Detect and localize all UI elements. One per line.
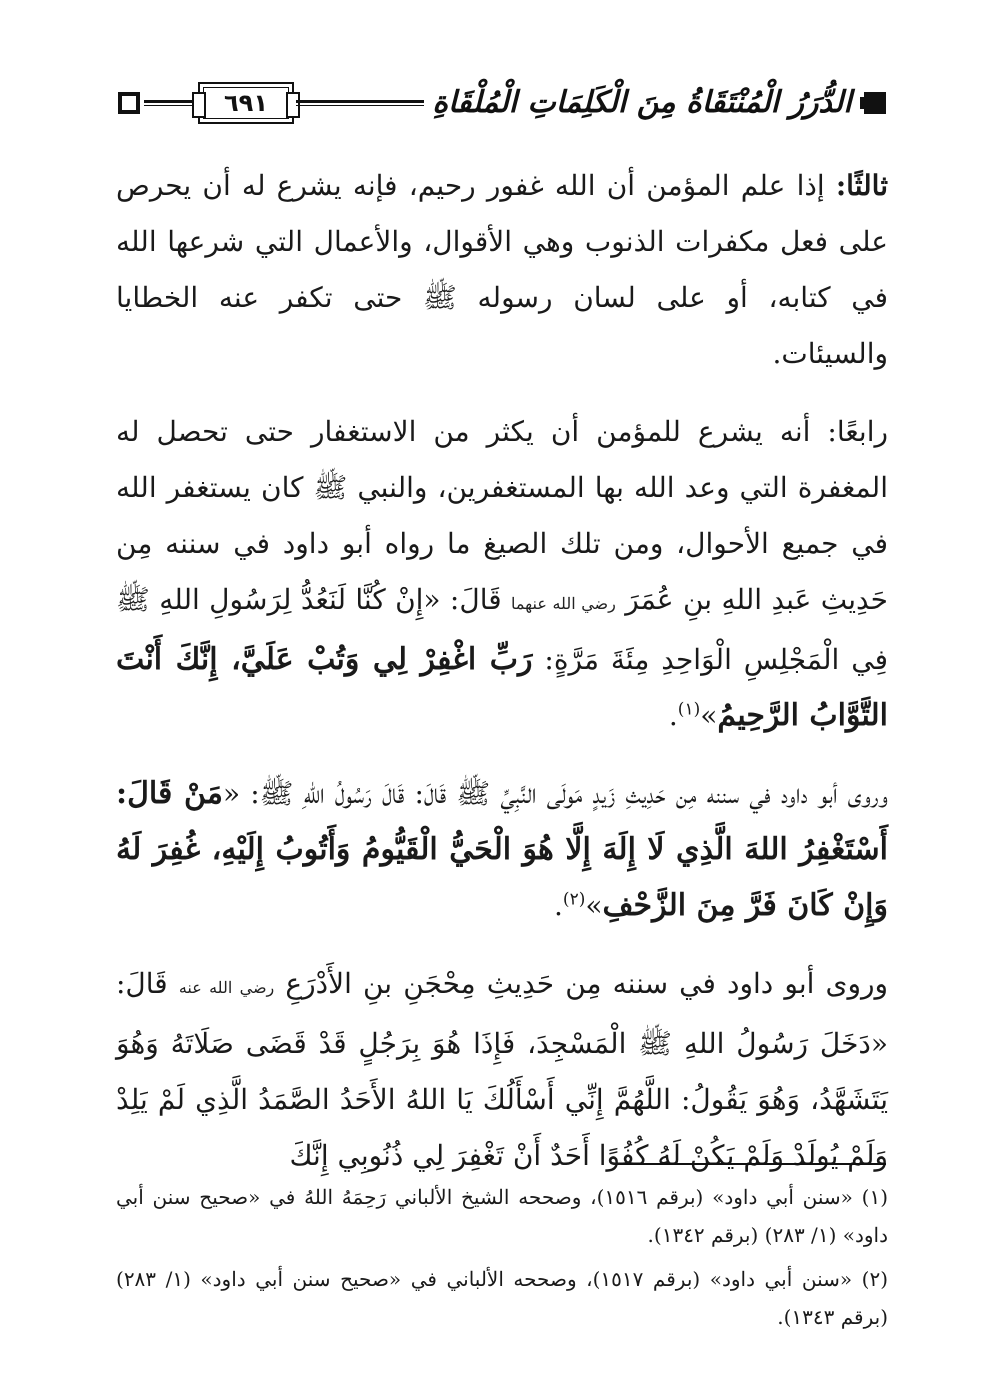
footnote-ref-1[interactable]: (١) xyxy=(677,699,701,720)
footnote-separator xyxy=(620,1163,886,1165)
footnotes xyxy=(116,1178,888,1342)
book-title: الدُّرَرُ الْمُنْتَقَاةُ مِنَ الْكَلِمَاتِ الْمُلْقَاةِ xyxy=(432,85,852,120)
honorific: رضي الله عنه xyxy=(178,978,275,997)
honorific: رضي الله عنهما xyxy=(511,594,616,613)
paragraph-text: وروى أبو داود في سننه مِن حَدِيثِ زَيدٍ مَولَى النَّبِيِّ ﷺ قَالَ: قَالَ رَسُولُ اللهِ ﷺ: « xyxy=(222,777,888,810)
paragraph-1 xyxy=(116,158,888,382)
footnote-2: (٢) «سنن أبي داود» (برقم ١٥١٧)، وصححه الألباني في «صحيح سنن أبي داود» (١/ ٢٨٣) (برقم ١٣٤٣). xyxy=(116,1267,888,1329)
paragraph-3 xyxy=(116,766,888,934)
page-number-frame xyxy=(198,82,294,124)
paragraph-text: وروى أبو داود في سننه مِن حَدِيثِ مِحْجَنِ بنِ الأَدْرَعِ xyxy=(285,967,889,1000)
header-rule xyxy=(144,100,196,106)
header-ornament-left xyxy=(118,92,140,114)
paragraph-text: رابعًا: أنه يشرع للمؤمن أن يكثر من الاستغفار حتى تحصل له المغفرة التي وعد الله بها المستغفرين، والنبي ﷺ كان يستغفر الله في جميع الأحوال، ومن تلك الصيغ ما رواه أبو داود في سننه مِن حَدِيثِ عَبدِ اللهِ بنِ عُمَرَ xyxy=(116,415,888,616)
quote-close: » xyxy=(700,699,718,732)
footnote-ref-2[interactable]: (٢) xyxy=(562,889,586,910)
hadith-text: مَنْ قَالَ: أَسْتَغْفِرُ اللهَ الَّذِي لَا إِلَهَ إِلَّا هُوَ الْحَيُّ الْقَيُّومُ وَأَتُوبُ إِلَيْهِ، غُفِرَ لَهُ وَإِنْ كَانَ فَرَّ مِنَ الزَّحْفِ xyxy=(116,776,888,923)
paragraph-text: إذا علم المؤمن أن الله غفور رحيم، فإنه يشرع له أن يحرص على فعل مكفرات الذنوب وهي الأقوال، والأعمال التي شرعها الله في كتابه، أو على لسان رسوله ﷺ حتى تكفر عنه الخطايا والسيئات. xyxy=(116,169,888,370)
quote-close: » xyxy=(585,889,603,922)
paragraph-text: قَالَ: «دَخَلَ رَسُولُ اللهِ ﷺ الْمَسْجِدَ، فَإِذَا هُوَ بِرَجُلٍ قَدْ قَضَى صَلَاتَهُ وَهُوَ يَتَشَهَّدُ، وَهُوَ يَقُولُ: اللَّهُمَّ إِنِّي أَسْأَلُكَ يَا اللهُ الأَحَدُ الصَّمَدُ الَّذِي لَمْ يَلِدْ وَلَمْ يُولَدْ وَلَمْ يَكُنْ لَهُ كُفُوًا أَحَدٌ أَنْ تَغْفِرَ لِي ذُنُوبِي إِنَّكَ xyxy=(116,967,888,1172)
footnote-1: (١) «سنن أبي داود» (برقم ١٥١٦)، وصححه الشيخ الألباني رَحِمَهُ اللهُ في «صحيح سنن أبي داود» (١/ ٢٨٣) (برقم ١٣٤٢). xyxy=(116,1185,888,1247)
header-ornament-right xyxy=(864,92,886,114)
paragraph-text: قَالَ: «إِنْ كُنَّا لَنَعُدُّ لِرَسُولِ اللهِ ﷺ فِي الْمَجْلِسِ الْوَاحِدِ مِئَةَ مَرَّةٍ: xyxy=(116,583,889,676)
page-number: ٦٩١ xyxy=(218,89,274,117)
paragraph-lead: ثالثًا: xyxy=(835,169,888,202)
paragraph-4 xyxy=(116,956,888,1184)
main-text xyxy=(116,158,888,1184)
paragraph-end: . xyxy=(554,889,563,922)
hadith-text: رَبِّ اغْفِرْ لِي وَتُبْ عَلَيَّ، إِنَّكَ أَنْتَ التَّوَّابُ الرَّحِيمُ xyxy=(116,642,888,733)
header-rule xyxy=(296,100,424,106)
running-header xyxy=(118,78,886,130)
paragraph-end: . xyxy=(668,699,678,732)
paragraph-2 xyxy=(116,404,888,744)
